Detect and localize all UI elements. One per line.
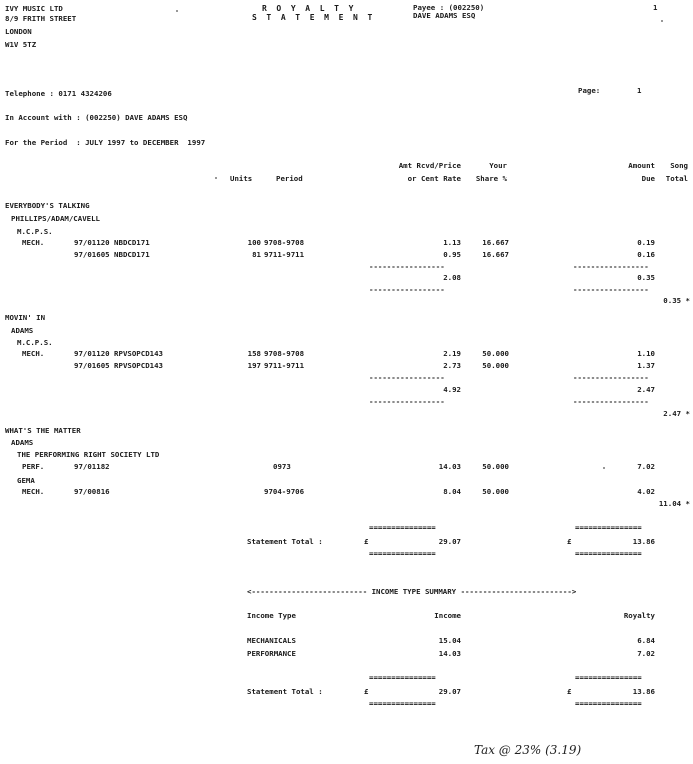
period-value: 9708-9708 [264, 349, 305, 358]
statement-ref: 97/01182 [74, 462, 110, 471]
subtotal-received: 2.08 [443, 273, 461, 282]
song-total: 0.35 * [663, 296, 690, 305]
col-song-line1: Song [670, 161, 688, 170]
total-rule: =============== [575, 673, 642, 682]
summary-col-income: Income [434, 611, 461, 620]
income-type: MECH. [22, 487, 45, 496]
share-percent: 16.667 [482, 238, 509, 247]
song-title: EVERYBODY'S TALKING [5, 201, 90, 210]
subtotal-rule: ----------------- [573, 262, 649, 271]
units-value: 197 [247, 361, 261, 370]
period-value: 0973 [273, 462, 291, 471]
summary-row-type: PERFORMANCE [247, 649, 296, 658]
song-total: 2.47 * [663, 409, 690, 418]
share-percent: 50.000 [482, 361, 509, 370]
subtotal-rule: ----------------- [573, 397, 649, 406]
total-rule: =============== [369, 549, 436, 558]
summary-col-royalty: Royalty [623, 611, 655, 620]
period-value: 9708-9708 [264, 238, 305, 247]
income-type: MECH. [22, 238, 45, 247]
col-amount-line2: Due [641, 174, 655, 183]
song-title: MOVIN' IN [5, 313, 46, 322]
income-type: MECH. [22, 349, 45, 358]
amount-received: 14.03 [438, 462, 461, 471]
payee-code: Payee : (002250) [413, 3, 485, 12]
share-percent: 50.000 [482, 462, 509, 471]
song-writers: ADAMS [11, 438, 34, 447]
statement-ref: 97/00816 [74, 487, 110, 496]
handwritten-tax-note: Tax @ 23% (3.19) [474, 743, 582, 757]
subtotal-rule: ----------------- [573, 285, 649, 294]
col-amt-rcvd-line1: Amt Rcvd/Price [398, 161, 461, 170]
song-writers: ADAMS [11, 326, 34, 335]
period-value: 9711-9711 [264, 361, 305, 370]
currency-symbol: £ [364, 537, 369, 546]
scan-speck [176, 10, 178, 12]
col-period: Period [276, 174, 303, 183]
company-city: LONDON [5, 27, 32, 36]
summary-total-label: Statement Total : [247, 687, 323, 696]
subtotal-rule: ----------------- [369, 262, 445, 271]
page-label: Page: [578, 86, 601, 95]
society-name: GEMA [17, 476, 35, 485]
amount-due: 4.02 [637, 487, 655, 496]
subtotal-rule: ----------------- [369, 285, 445, 294]
society-name: M.C.P.S. [17, 338, 53, 347]
company-postcode: W1V 5TZ [5, 40, 37, 49]
subtotal-rule: ----------------- [369, 397, 445, 406]
total-rule: =============== [575, 523, 642, 532]
income-type: PERF. [22, 462, 45, 471]
company-name: IVY MUSIC LTD [5, 4, 63, 13]
col-song-line2: Total [665, 174, 688, 183]
share-percent: 50.000 [482, 349, 509, 358]
total-rule: =============== [369, 673, 436, 682]
share-percent: 16.667 [482, 250, 509, 259]
society-name: M.C.P.S. [17, 227, 53, 236]
subtotal-due: 0.35 [637, 273, 655, 282]
col-share-line2: Share % [475, 174, 507, 183]
account-line: In Account with : (002250) DAVE ADAMS ESQ [5, 113, 188, 122]
currency-symbol: £ [567, 537, 572, 546]
currency-symbol: £ [364, 687, 369, 696]
statement-ref: 97/01605 NBDCD171 [74, 250, 150, 259]
share-percent: 50.000 [482, 487, 509, 496]
summary-row-income: 14.03 [438, 649, 461, 658]
amount-due: 1.37 [637, 361, 655, 370]
total-rule: =============== [575, 699, 642, 708]
amount-received: 2.73 [443, 361, 461, 370]
amount-received: 2.19 [443, 349, 461, 358]
summary-banner: <-------------------------- INCOME TYPE SUMMARY -------------------------> [247, 587, 577, 596]
amount-due: 7.02 [637, 462, 655, 471]
summary-row-royalty: 6.84 [637, 636, 655, 645]
statement-title-line1: R O Y A L T Y [262, 4, 356, 13]
scan-speck [603, 467, 605, 469]
summary-row-royalty: 7.02 [637, 649, 655, 658]
statement-title-line2: S T A T E M E N T [252, 13, 375, 22]
society-name: THE PERFORMING RIGHT SOCIETY LTD [17, 450, 160, 459]
subtotal-due: 2.47 [637, 385, 655, 394]
total-rule: =============== [575, 549, 642, 558]
statement-ref: 97/01605 RPVSOPCD143 [74, 361, 163, 370]
amount-due: 0.16 [637, 250, 655, 259]
telephone: Telephone : 0171 4324206 [5, 89, 112, 98]
statement-total-label: Statement Total : [247, 537, 323, 546]
col-share-line1: Your [489, 161, 507, 170]
subtotal-rule: ----------------- [369, 373, 445, 382]
col-amount-line1: Amount [628, 161, 655, 170]
song-total: 11.04 * [658, 499, 690, 508]
summary-row-type: MECHANICALS [247, 636, 296, 645]
summary-col-type: Income Type [247, 611, 296, 620]
units-value: 158 [247, 349, 261, 358]
statement-total-due: 13.86 [632, 537, 655, 546]
subtotal-received: 4.92 [443, 385, 461, 394]
amount-due: 1.10 [637, 349, 655, 358]
period-value: 9711-9711 [264, 250, 305, 259]
song-title: WHAT'S THE MATTER [5, 426, 81, 435]
period-line: For the Period : JULY 1997 to DECEMBER 1997 [5, 138, 206, 147]
units-value: 81 [252, 250, 261, 259]
total-rule: =============== [369, 523, 436, 532]
amount-received: 0.95 [443, 250, 461, 259]
song-writers: PHILLIPS/ADAM/CAVELL [11, 214, 100, 223]
amount-received: 8.04 [443, 487, 461, 496]
payee-name: DAVE ADAMS ESQ [413, 11, 476, 20]
subtotal-rule: ----------------- [573, 373, 649, 382]
total-rule: =============== [369, 699, 436, 708]
company-street: 8/9 FRITH STREET [5, 14, 77, 23]
amount-received: 1.13 [443, 238, 461, 247]
statement-ref: 97/01120 RPVSOPCD143 [74, 349, 163, 358]
scan-speck [661, 20, 663, 22]
summary-total-royalty: 13.86 [632, 687, 655, 696]
col-units: Units [230, 174, 253, 183]
scan-speck [215, 177, 217, 179]
period-value: 9704-9706 [264, 487, 305, 496]
page-number: 1 [637, 86, 642, 95]
corner-page-number: 1 [653, 3, 658, 12]
currency-symbol: £ [567, 687, 572, 696]
summary-total-income: 29.07 [438, 687, 461, 696]
amount-due: 0.19 [637, 238, 655, 247]
statement-total-amount: 29.07 [438, 537, 461, 546]
units-value: 100 [247, 238, 261, 247]
col-amt-rcvd-line2: or Cent Rate [407, 174, 461, 183]
summary-row-income: 15.04 [438, 636, 461, 645]
statement-ref: 97/01120 NBDCD171 [74, 238, 150, 247]
